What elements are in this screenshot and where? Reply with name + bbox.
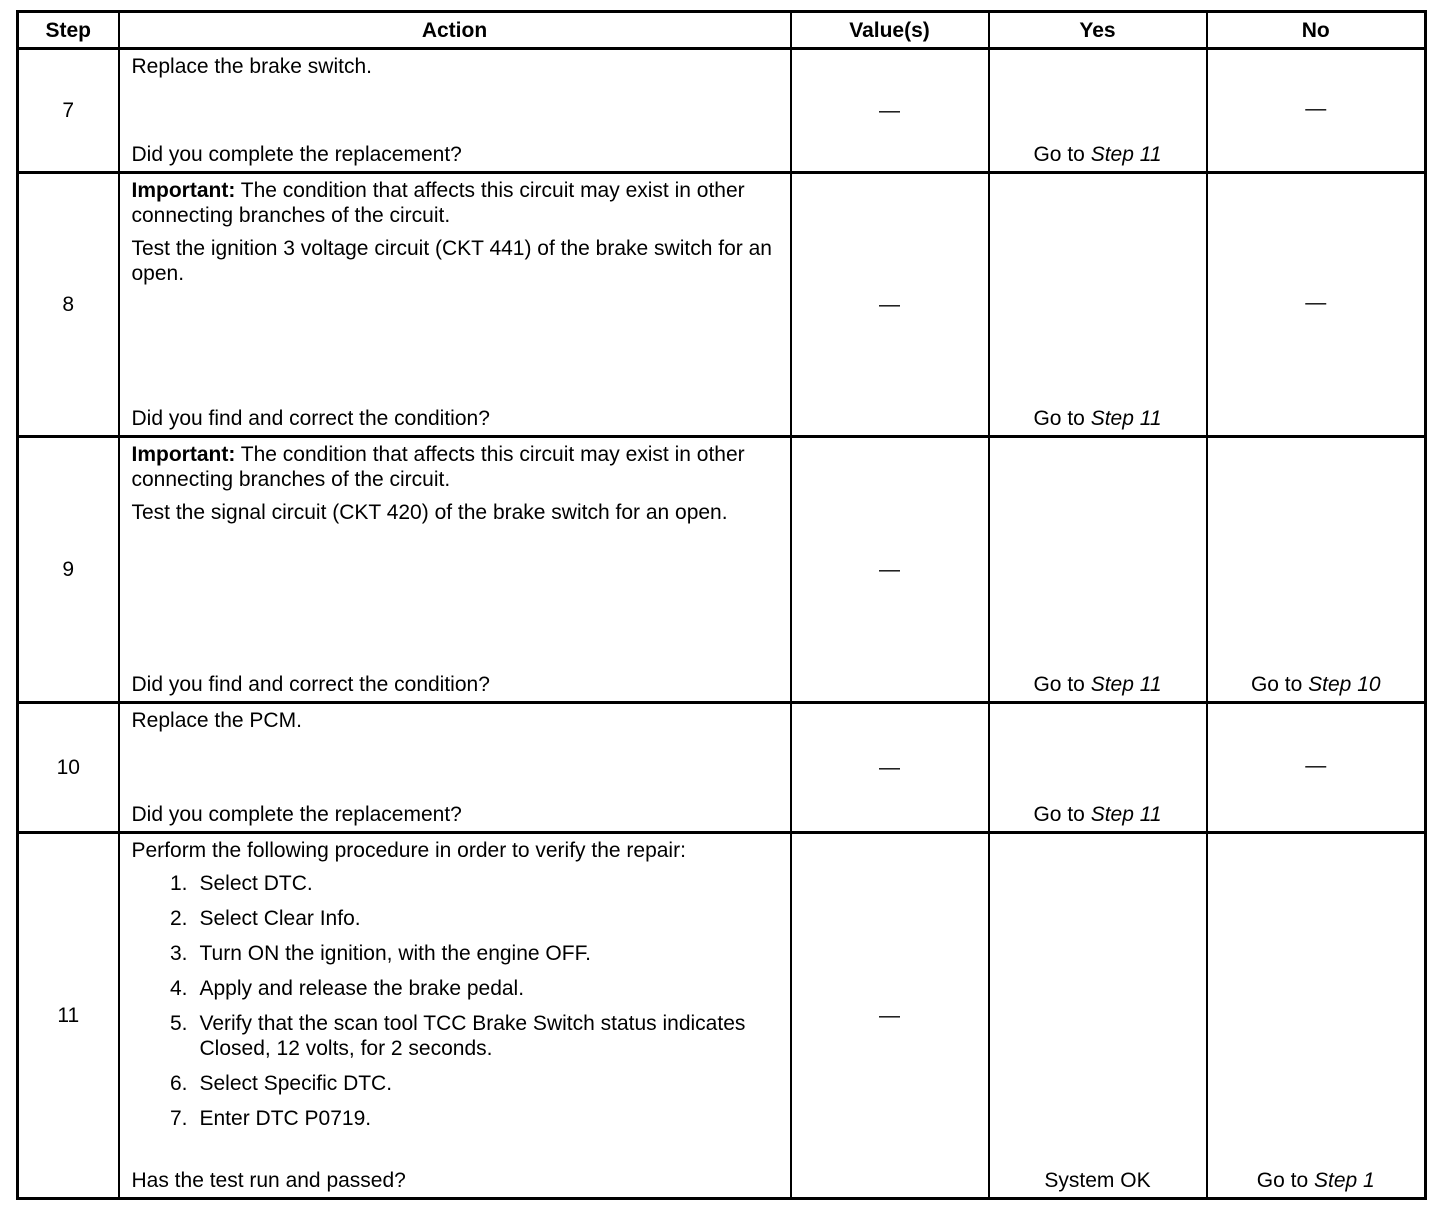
table-row-step-10 [18, 703, 1426, 833]
list-item [132, 906, 778, 931]
no-cell: — [1207, 703, 1426, 833]
procedure-text: Select Clear Info. [199, 907, 361, 930]
procedure-number: 3. [169, 942, 188, 965]
action-text: Replace the brake switch. [131, 55, 372, 78]
diagnostic-table [16, 10, 1427, 1200]
action-text: Test the ignition 3 voltage circuit (CKT 441) of the brake switch for an open. [131, 237, 772, 285]
list-item [132, 871, 778, 896]
step-number: 10 [18, 703, 119, 833]
important-label: Important: [131, 443, 236, 466]
action-question: Has the test run and passed? [131, 1169, 406, 1192]
yes-prefix: Go to [1033, 803, 1085, 826]
table-row-step-11 [18, 833, 1426, 1199]
important-label: Important: [131, 179, 236, 202]
value-cell: — [791, 49, 989, 173]
procedure-text: Verify that the scan tool TCC Brake Switch status indicates Closed, 12 volts, for 2 seconds. [199, 1012, 746, 1060]
action-cell [119, 173, 791, 437]
value-cell: — [791, 437, 989, 703]
procedure-number: 6. [169, 1072, 188, 1095]
header-step: Step [18, 12, 119, 49]
action-cell [119, 833, 791, 1199]
list-item [132, 1106, 778, 1131]
action-question: Did you find and correct the condition? [131, 673, 490, 696]
important-note [132, 178, 778, 228]
procedure-text: Turn ON the ignition, with the engine OFF. [199, 942, 591, 965]
list-item [132, 941, 778, 966]
list-item [132, 976, 778, 1001]
action-cell [119, 49, 791, 173]
no-cell [1207, 437, 1426, 703]
procedure-number: 7. [169, 1107, 188, 1130]
yes-cell [989, 703, 1207, 833]
header-yes: Yes [989, 12, 1207, 49]
step-number: 11 [18, 833, 119, 1199]
no-cell [1207, 833, 1426, 1199]
action-cell [119, 703, 791, 833]
procedure-number: 1. [169, 872, 188, 895]
action-cell [119, 437, 791, 703]
yes-step-ref: Step 11 [1090, 407, 1162, 430]
table-row-step-9 [18, 437, 1426, 703]
procedure-text: Enter DTC P0719. [199, 1107, 372, 1130]
header-action: Action [119, 12, 791, 49]
value-cell: — [791, 703, 989, 833]
action-text: Perform the following procedure in order to verify the repair: [131, 839, 686, 862]
action-question: Did you complete the replacement? [131, 143, 462, 166]
important-note [132, 442, 778, 492]
yes-prefix: Go to [1033, 143, 1085, 166]
action-text: Test the signal circuit (CKT 420) of the brake switch for an open. [131, 501, 728, 524]
value-cell: — [791, 173, 989, 437]
no-cell: — [1207, 49, 1426, 173]
step-number: 9 [18, 437, 119, 703]
value-cell: — [791, 833, 989, 1199]
procedure-number: 5. [169, 1012, 188, 1035]
yes-prefix: Go to [1033, 407, 1085, 430]
table-header-row [18, 12, 1426, 49]
important-text: The condition that affects this circuit may exist in other connecting branches of the circuit. [131, 443, 745, 491]
table-row-step-7 [18, 49, 1426, 173]
header-values: Value(s) [791, 12, 989, 49]
procedure-text: Select DTC. [199, 872, 313, 895]
yes-step-ref: Step 11 [1090, 803, 1162, 826]
list-item [132, 1071, 778, 1096]
action-question: Did you complete the replacement? [131, 803, 462, 826]
yes-step-ref: Step 11 [1090, 143, 1162, 166]
step-number: 7 [18, 49, 119, 173]
yes-cell [989, 173, 1207, 437]
procedure-text: Select Specific DTC. [199, 1072, 393, 1095]
no-prefix: Go to [1250, 673, 1303, 696]
procedure-number: 4. [169, 977, 188, 1000]
no-cell: — [1207, 173, 1426, 437]
table-row-step-8 [18, 173, 1426, 437]
yes-step-ref: Step 11 [1090, 673, 1162, 696]
no-step-ref: Step 1 [1314, 1169, 1375, 1192]
yes-cell: System OK [989, 833, 1207, 1199]
important-text: The condition that affects this circuit may exist in other connecting branches of the circuit. [131, 179, 745, 227]
list-item [132, 1011, 778, 1061]
no-prefix: Go to [1256, 1169, 1309, 1192]
action-question: Did you find and correct the condition? [131, 407, 490, 430]
yes-prefix: Go to [1033, 673, 1085, 696]
step-number: 8 [18, 173, 119, 437]
procedure-text: Apply and release the brake pedal. [199, 977, 525, 1000]
procedure-list [132, 871, 778, 1131]
yes-cell [989, 437, 1207, 703]
action-text: Replace the PCM. [131, 709, 302, 732]
yes-cell [989, 49, 1207, 173]
procedure-number: 2. [169, 907, 188, 930]
header-no: No [1207, 12, 1426, 49]
no-step-ref: Step 10 [1308, 673, 1381, 696]
